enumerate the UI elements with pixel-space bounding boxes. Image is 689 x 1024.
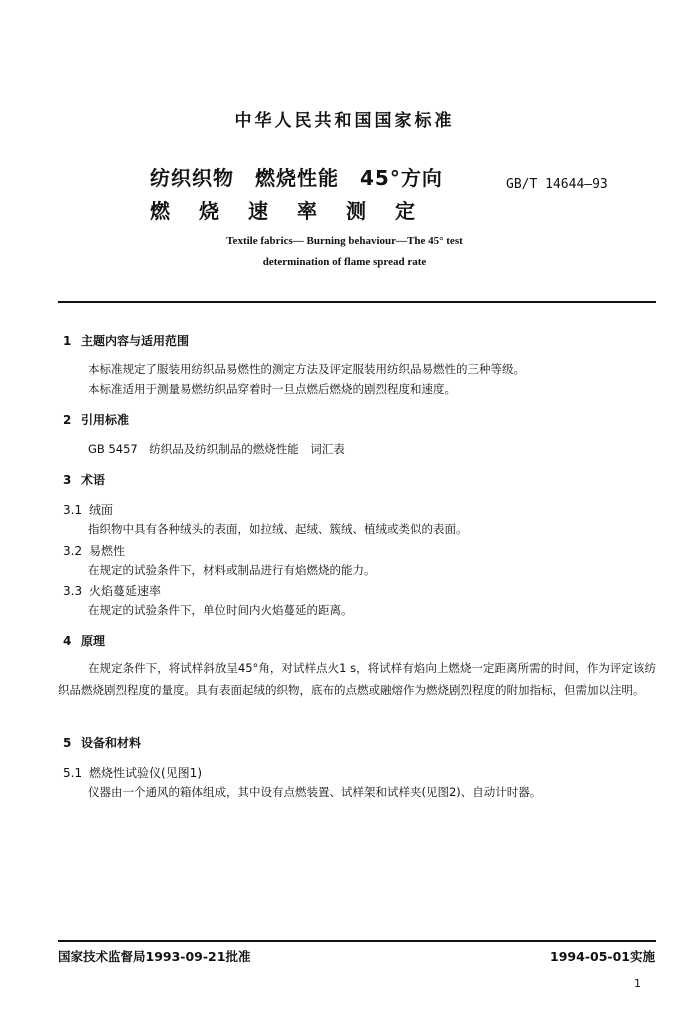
document-title-zh-line1: 纺织织物 燃烧性能 45°方向 [150, 166, 443, 190]
section-4-paragraph: 在规定条件下，将试样斜放呈45°角，对试样点火1 s，将试样有焰向上燃烧一定距离所需的时间，作为评定该纺织品燃烧剧烈程度的量度。具有表面起绒的织物，底布的点燃或融熔作为燃烧剧烈程度的附加指标，但需加以注明。 [58, 661, 656, 697]
section-title: 主题内容与适用范围 [81, 334, 190, 348]
term-3-3-heading [63, 582, 161, 599]
term-name: 火焰蔓延速率 [89, 584, 162, 598]
term-3-1-definition: 指织物中具有各种绒头的表面，如拉绒、起绒、簇绒、植绒或类似的表面。 [88, 522, 468, 536]
section-1-paragraph-2: 本标准适用于测量易燃纺织品穿着时一旦点燃后燃烧的剧烈程度和速度。 [88, 382, 456, 396]
term-3-2-definition: 在规定的试验条件下，材料或制品进行有焰燃烧的能力。 [88, 563, 376, 577]
document-title-en-line1: Textile fabrics— Burning behaviour—The 45° test [226, 235, 463, 247]
section-title: 术语 [81, 473, 106, 487]
section-title: 设备和材料 [81, 736, 142, 750]
footer-divider [58, 940, 656, 942]
national-standard-title: 中华人民共和国国家标准 [234, 111, 455, 131]
clause-name: 燃烧性试验仪(见图1) [89, 766, 202, 780]
approval-date: 国家技术监督局1993-09-21批准 [58, 949, 251, 964]
term-name: 易燃性 [89, 544, 126, 558]
document-title-zh-line2: 燃烧速率测定 [150, 199, 444, 223]
page-number: 1 [634, 977, 641, 990]
implementation-date: 1994-05-01实施 [550, 949, 655, 964]
term-3-1-heading [63, 501, 113, 518]
section-1-heading [63, 332, 189, 349]
section-number: 3 [63, 473, 72, 487]
term-3-3-definition: 在规定的试验条件下，单位时间内火焰蔓延的距离。 [88, 603, 353, 617]
section-title: 引用标准 [81, 413, 130, 427]
section-3-heading [63, 471, 105, 488]
section-4-heading [63, 632, 105, 649]
clause-5-1-heading [63, 764, 202, 781]
term-number: 3.3 [63, 584, 83, 598]
section-number: 4 [63, 634, 72, 648]
section-number: 5 [63, 736, 72, 750]
header-divider [58, 301, 656, 303]
term-number: 3.1 [63, 503, 83, 517]
section-number: 1 [63, 334, 72, 348]
section-number: 2 [63, 413, 72, 427]
section-1-paragraph-1: 本标准规定了服装用纺织品易燃性的测定方法及评定服装用纺织品易燃性的三种等级。 [88, 362, 525, 376]
clause-number: 5.1 [63, 766, 83, 780]
section-2-reference: GB 5457 纺织品及纺织制品的燃烧性能 词汇表 [88, 442, 345, 456]
term-3-2-heading [63, 542, 125, 559]
term-name: 绒面 [89, 503, 114, 517]
section-2-heading [63, 411, 129, 428]
term-number: 3.2 [63, 544, 83, 558]
section-5-heading [63, 734, 141, 751]
document-title-en-line2: determination of flame spread rate [262, 256, 427, 268]
clause-5-1-text: 仪器由一个通风的箱体组成，其中设有点燃装置、试样架和试样夹(见图2)、自动计时器。 [88, 785, 542, 799]
standard-code: GB/T 14644—93 [506, 177, 608, 192]
section-title: 原理 [81, 634, 106, 648]
